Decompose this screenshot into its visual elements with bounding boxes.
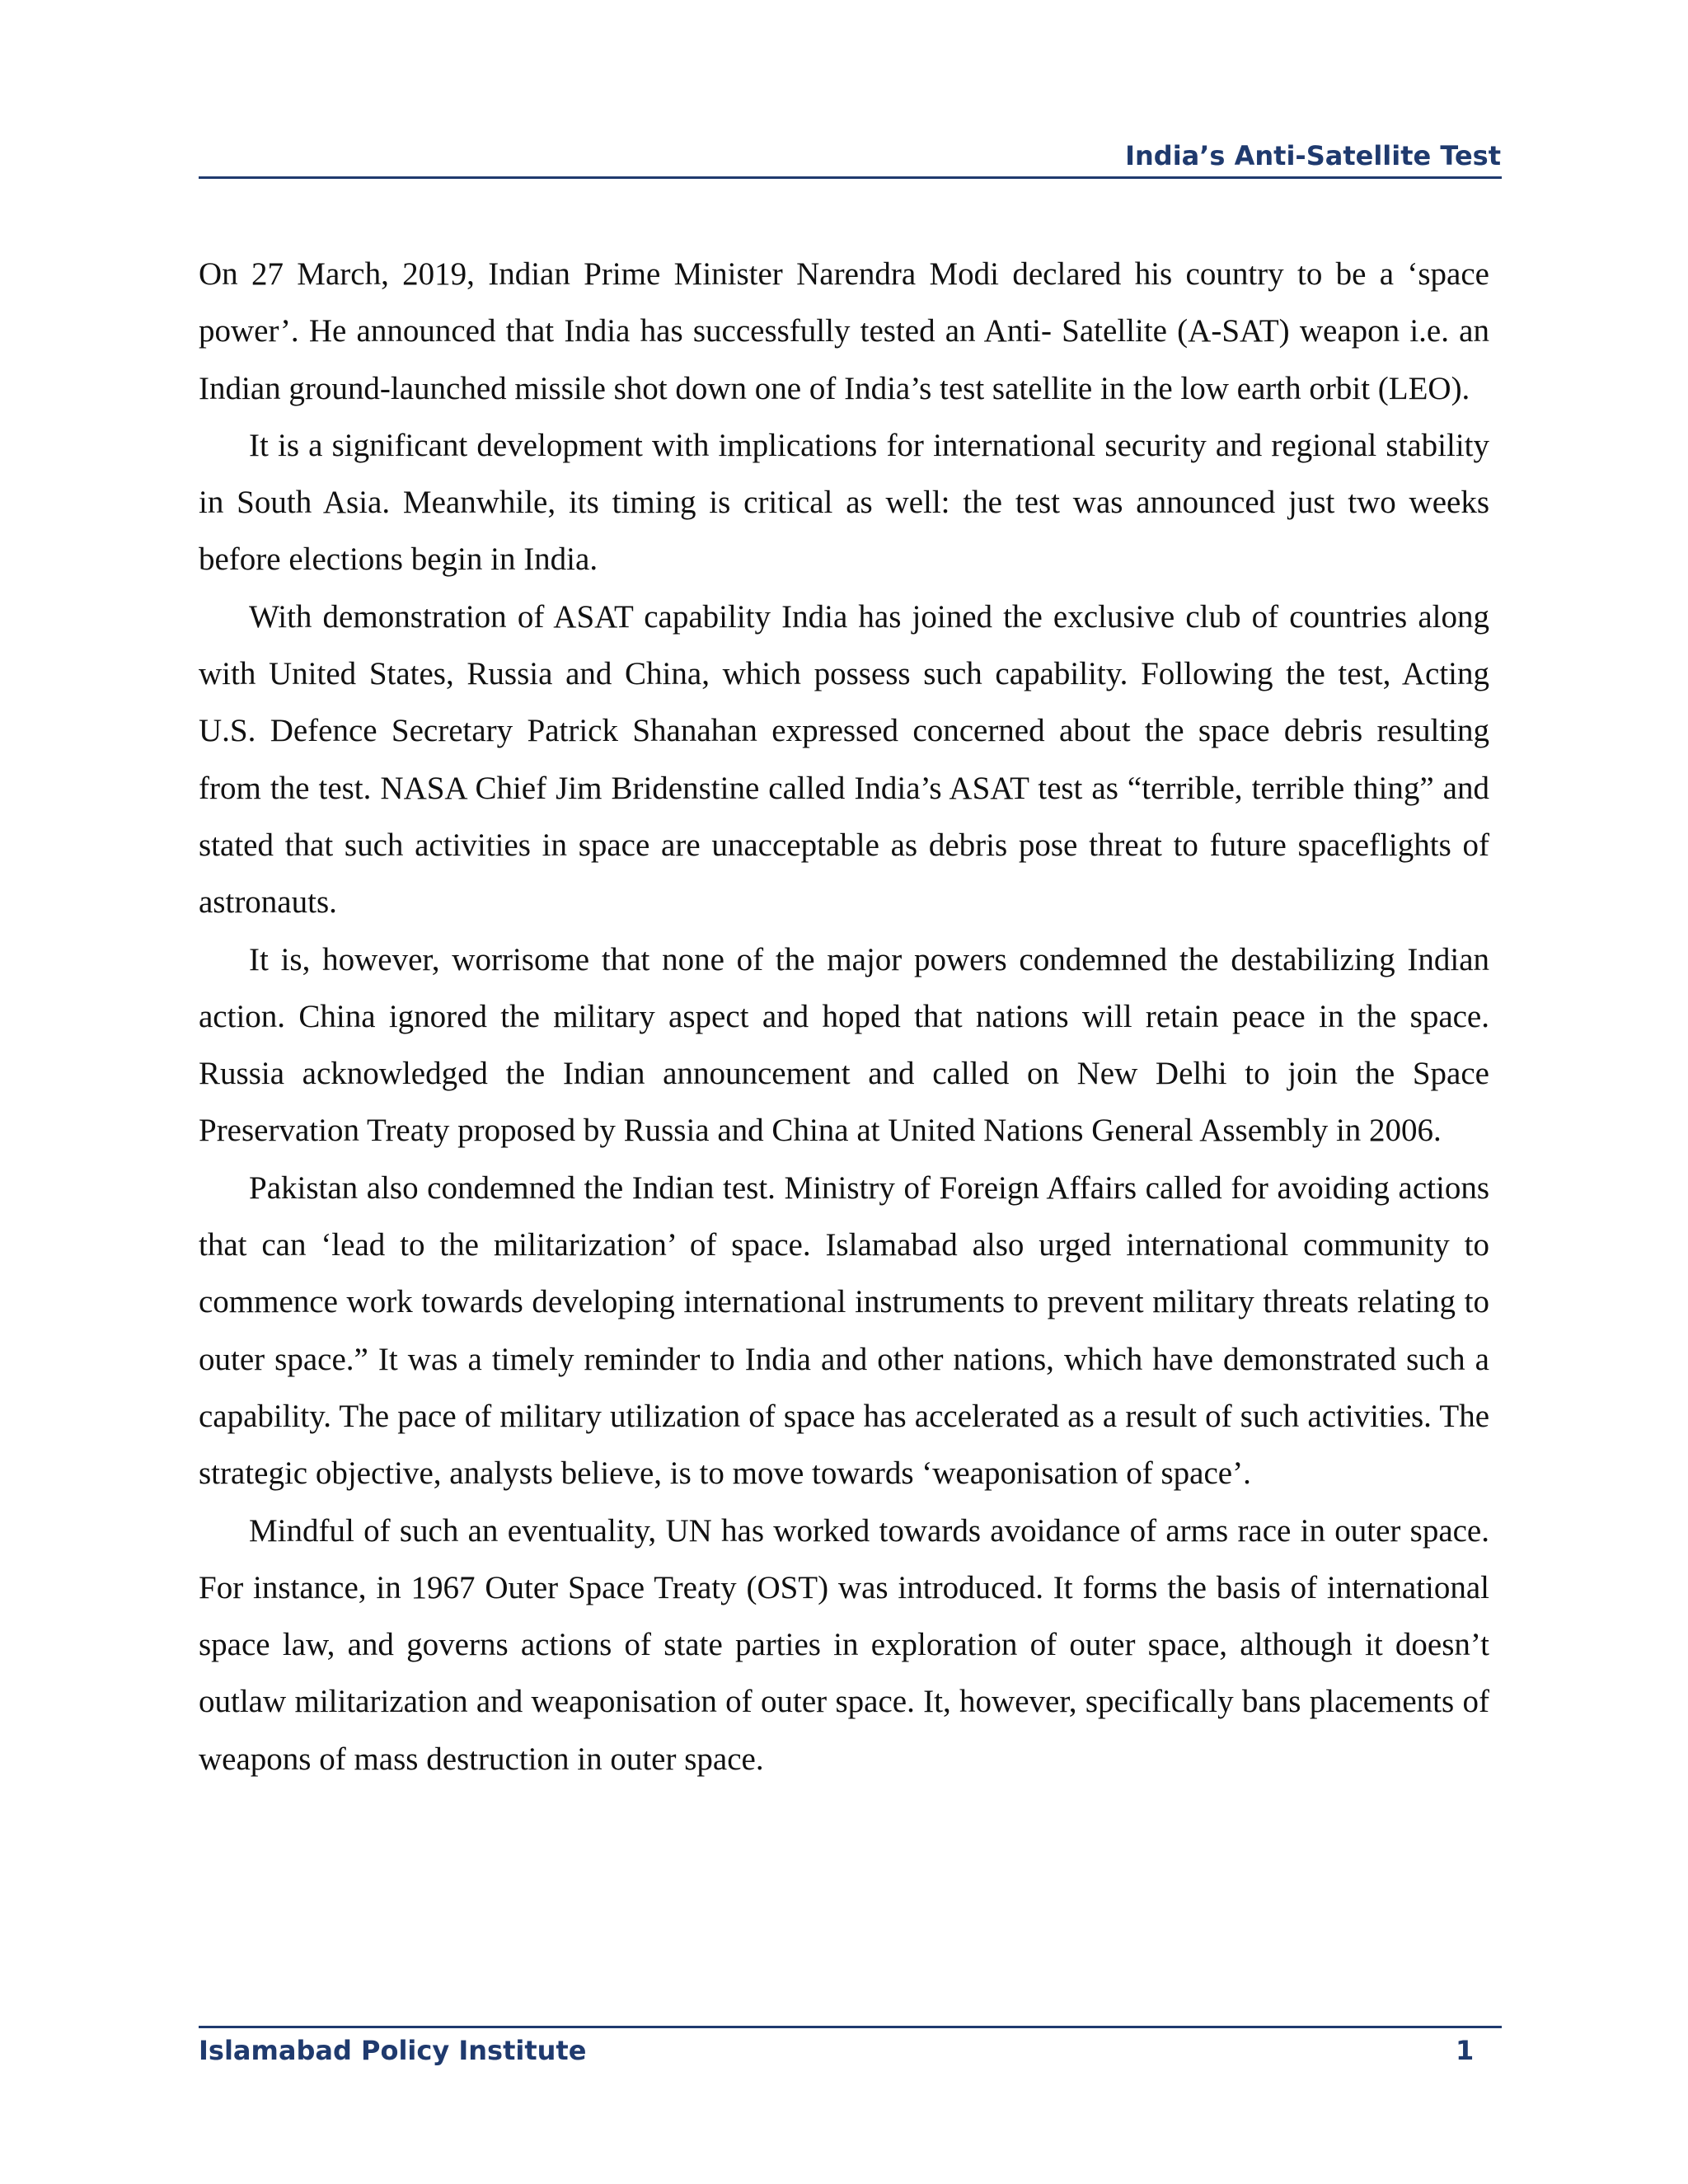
- page-number: 1: [1456, 2035, 1475, 2066]
- paragraph-4: It is, however, worrisome that none of the major powers condemned the destabilizing Indian action. China ignored the military aspect and hoped that nations will retain peace in the space. Russia acknowledged the Indian announcement and called on New Delhi to join the Space Preservation Treaty proposed by Russia and China at United Nations General Assembly in 2006.: [199, 941, 1489, 1149]
- paragraph-2: It is a significant development with implications for international security and regional stability in South Asia. Meanwhile, its timing is critical as well: the test was announced just two weeks before elections begin in India.: [199, 427, 1489, 578]
- header-rule: [199, 176, 1502, 179]
- paragraph-6: Mindful of such an eventuality, UN has worked towards avoidance of arms race in outer space. For instance, in 1967 Outer Space Treaty (OST) was introduced. It forms the basis of international space law, and governs actions of state parties in exploration of outer space, although it doesn’t outlaw militarization and weaponisation of outer space. It, however, specifically bans placements of weapons of mass destruction in outer space.: [199, 1512, 1489, 1777]
- running-header-title: India’s Anti-Satellite Test: [1125, 140, 1501, 171]
- document-body: [199, 246, 1489, 1788]
- paragraph-1: On 27 March, 2019, Indian Prime Minister Narendra Modi declared his country to be a ‘space power’. He announced that India has successfully tested an Anti- Satellite (A-SAT) weapon i.e. an Indian ground-launched missile shot down one of India’s test satellite in the low earth orbit (LEO).: [199, 256, 1489, 406]
- paragraph-5: Pakistan also condemned the Indian test. Ministry of Foreign Affairs called for avoiding actions that can ‘lead to the militarization’ of space. Islamabad also urged international community to commence work towards developing international instruments to prevent military threats relating to outer space.” It was a timely reminder to India and other nations, which have demonstrated such a capability. The pace of military utilization of space has accelerated as a result of such activities. The strategic objective, analysts believe, is to move towards ‘weaponisation of space’.: [199, 1169, 1489, 1492]
- paragraph-3: With demonstration of ASAT capability India has joined the exclusive club of countries along with United States, Russia and China, which possess such capability. Following the test, Acting U.S. Defence Secretary Patrick Shanahan expressed concerned about the space debris resulting from the test. NASA Chief Jim Bridenstine called India’s ASAT test as “terrible, terrible thing” and stated that such activities in space are unacceptable as debris pose threat to future spaceflights of astronauts.: [199, 598, 1489, 921]
- footer-organization: Islamabad Policy Institute: [199, 2035, 587, 2066]
- footer-rule: [199, 2026, 1502, 2028]
